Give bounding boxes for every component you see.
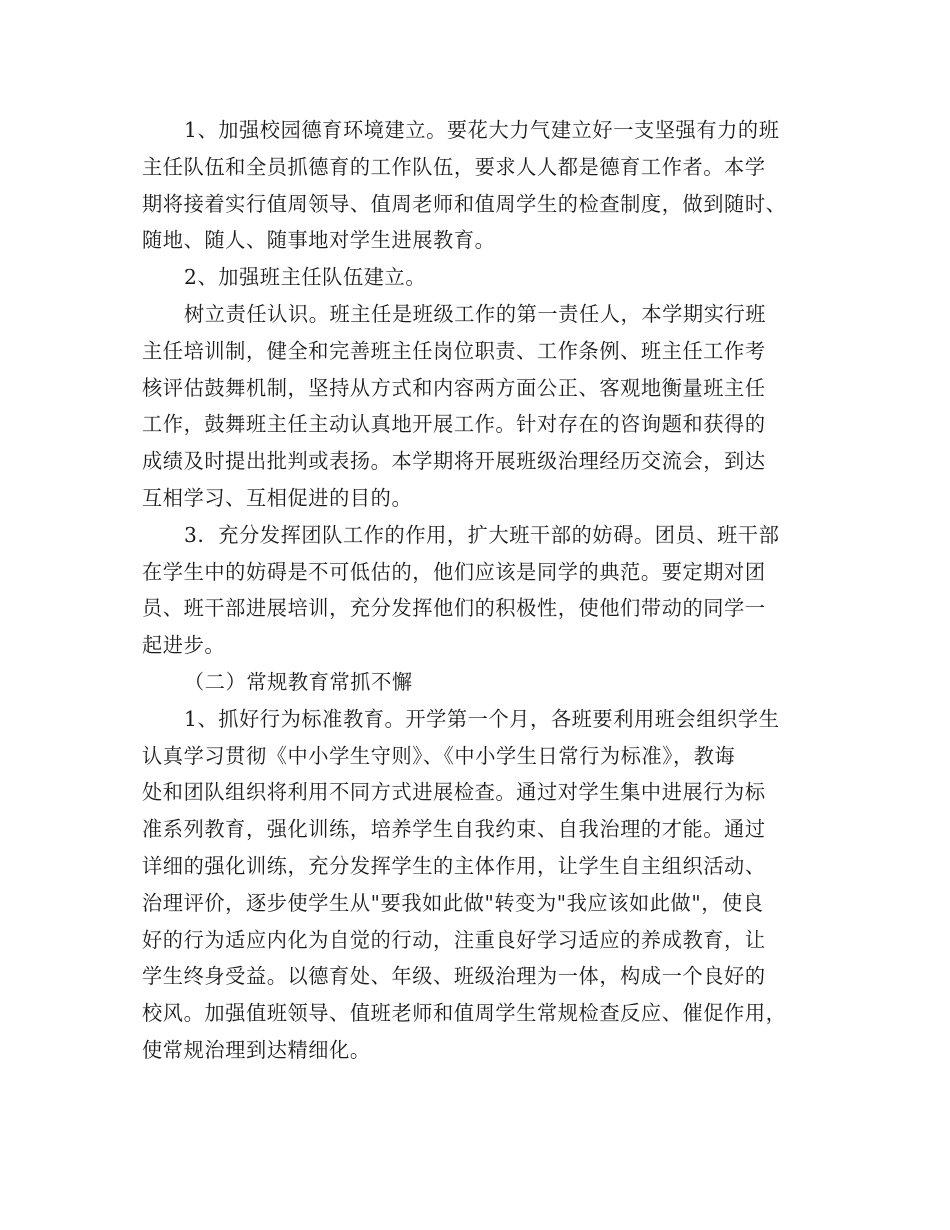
paragraph-line: 员、班干部进展培训，充分发挥他们的积极性，使他们带动的同学一 xyxy=(142,596,766,621)
paragraph-line: （二）常规教育常抓不懈 xyxy=(184,669,413,694)
paragraph-line: 起进步。 xyxy=(142,633,226,658)
paragraph-line: 期将接着实行值周领导、值周老师和值周学生的检查制度，做到随时、 xyxy=(142,191,787,216)
paragraph-line: 好的行为适应内化为自觉的行动，注重良好学习适应的养成教育，让 xyxy=(142,927,766,952)
paragraph-line: 成绩及时提出批判或表扬。本学期将开展班级治理经历交流会，到达 xyxy=(142,449,766,474)
paragraph-class-teacher-team-heading xyxy=(142,259,828,296)
paragraph-team-work-role xyxy=(142,517,828,664)
section-heading-routine-education xyxy=(142,664,828,701)
paragraph-line: 处和团队组织将利用不同方式进展检查。通过对学生集中进展行为标 xyxy=(142,780,766,805)
paragraph-line: 树立责任认识。班主任是班级工作的第一责任人，本学期实行班 xyxy=(184,301,767,326)
paragraph-line: 主任培训制，健全和完善班主任岗位职责、工作条例、班主任工作考 xyxy=(142,338,766,363)
paragraph-line: 在学生中的妨碍是不可低估的，他们应该是同学的典范。要定期对团 xyxy=(142,559,766,584)
paragraph-line: 互相学习、互相促进的目的。 xyxy=(142,485,413,510)
document-body xyxy=(142,112,828,1069)
paragraph-line: 1、加强校园德育环境建立。要花大力气建立好一支坚强有力的班 xyxy=(184,118,780,142)
paragraph-line: 2、加强班主任队伍建立。 xyxy=(184,265,427,290)
paragraph-line: 主任队伍和全员抓德育的工作队伍，要求人人都是德育工作者。本学 xyxy=(142,154,766,179)
paragraph-line: 使常规治理到达精细化。 xyxy=(142,1037,371,1062)
paragraph-responsibility-awareness xyxy=(142,296,828,517)
paragraph-line: 校风。加强值班领导、值班老师和值周学生常规检查反应、催促作用， xyxy=(142,1001,787,1026)
paragraph-line: 准系列教育，强化训练，培养学生自我约束、自我治理的才能。通过 xyxy=(142,817,766,842)
paragraph-line: 3．充分发挥团队工作的作用，扩大班干部的妨碍。团员、班干部 xyxy=(184,522,780,547)
paragraph-campus-moral-environment xyxy=(142,112,828,259)
paragraph-line: 治理评价，逐步使学生从"要我如此做"转变为"我应该如此做"，使良 xyxy=(142,890,764,915)
paragraph-line: 1、抓好行为标准教育。开学第一个月，各班要利用班会组织学生 xyxy=(184,706,780,731)
paragraph-line: 认真学习贯彻《中小学生守则》、《中小学生日常行为标准》，教诲 xyxy=(142,743,736,768)
paragraph-line: 工作，鼓舞班主任主动认真地开展工作。针对存在的咨询题和获得的 xyxy=(142,412,766,437)
paragraph-line: 核评估鼓舞机制，坚持从方式和内容两方面公正、客观地衡量班主任 xyxy=(142,375,766,400)
paragraph-behavior-standard-education xyxy=(142,701,828,1069)
paragraph-line: 详细的强化训练，充分发挥学生的主体作用，让学生自主组织活动、 xyxy=(142,853,766,878)
paragraph-line: 随地、随人、随事地对学生进展教育。 xyxy=(142,228,496,253)
paragraph-line: 学生终身受益。以德育处、年级、班级治理为一体，构成一个良好的 xyxy=(142,964,766,989)
